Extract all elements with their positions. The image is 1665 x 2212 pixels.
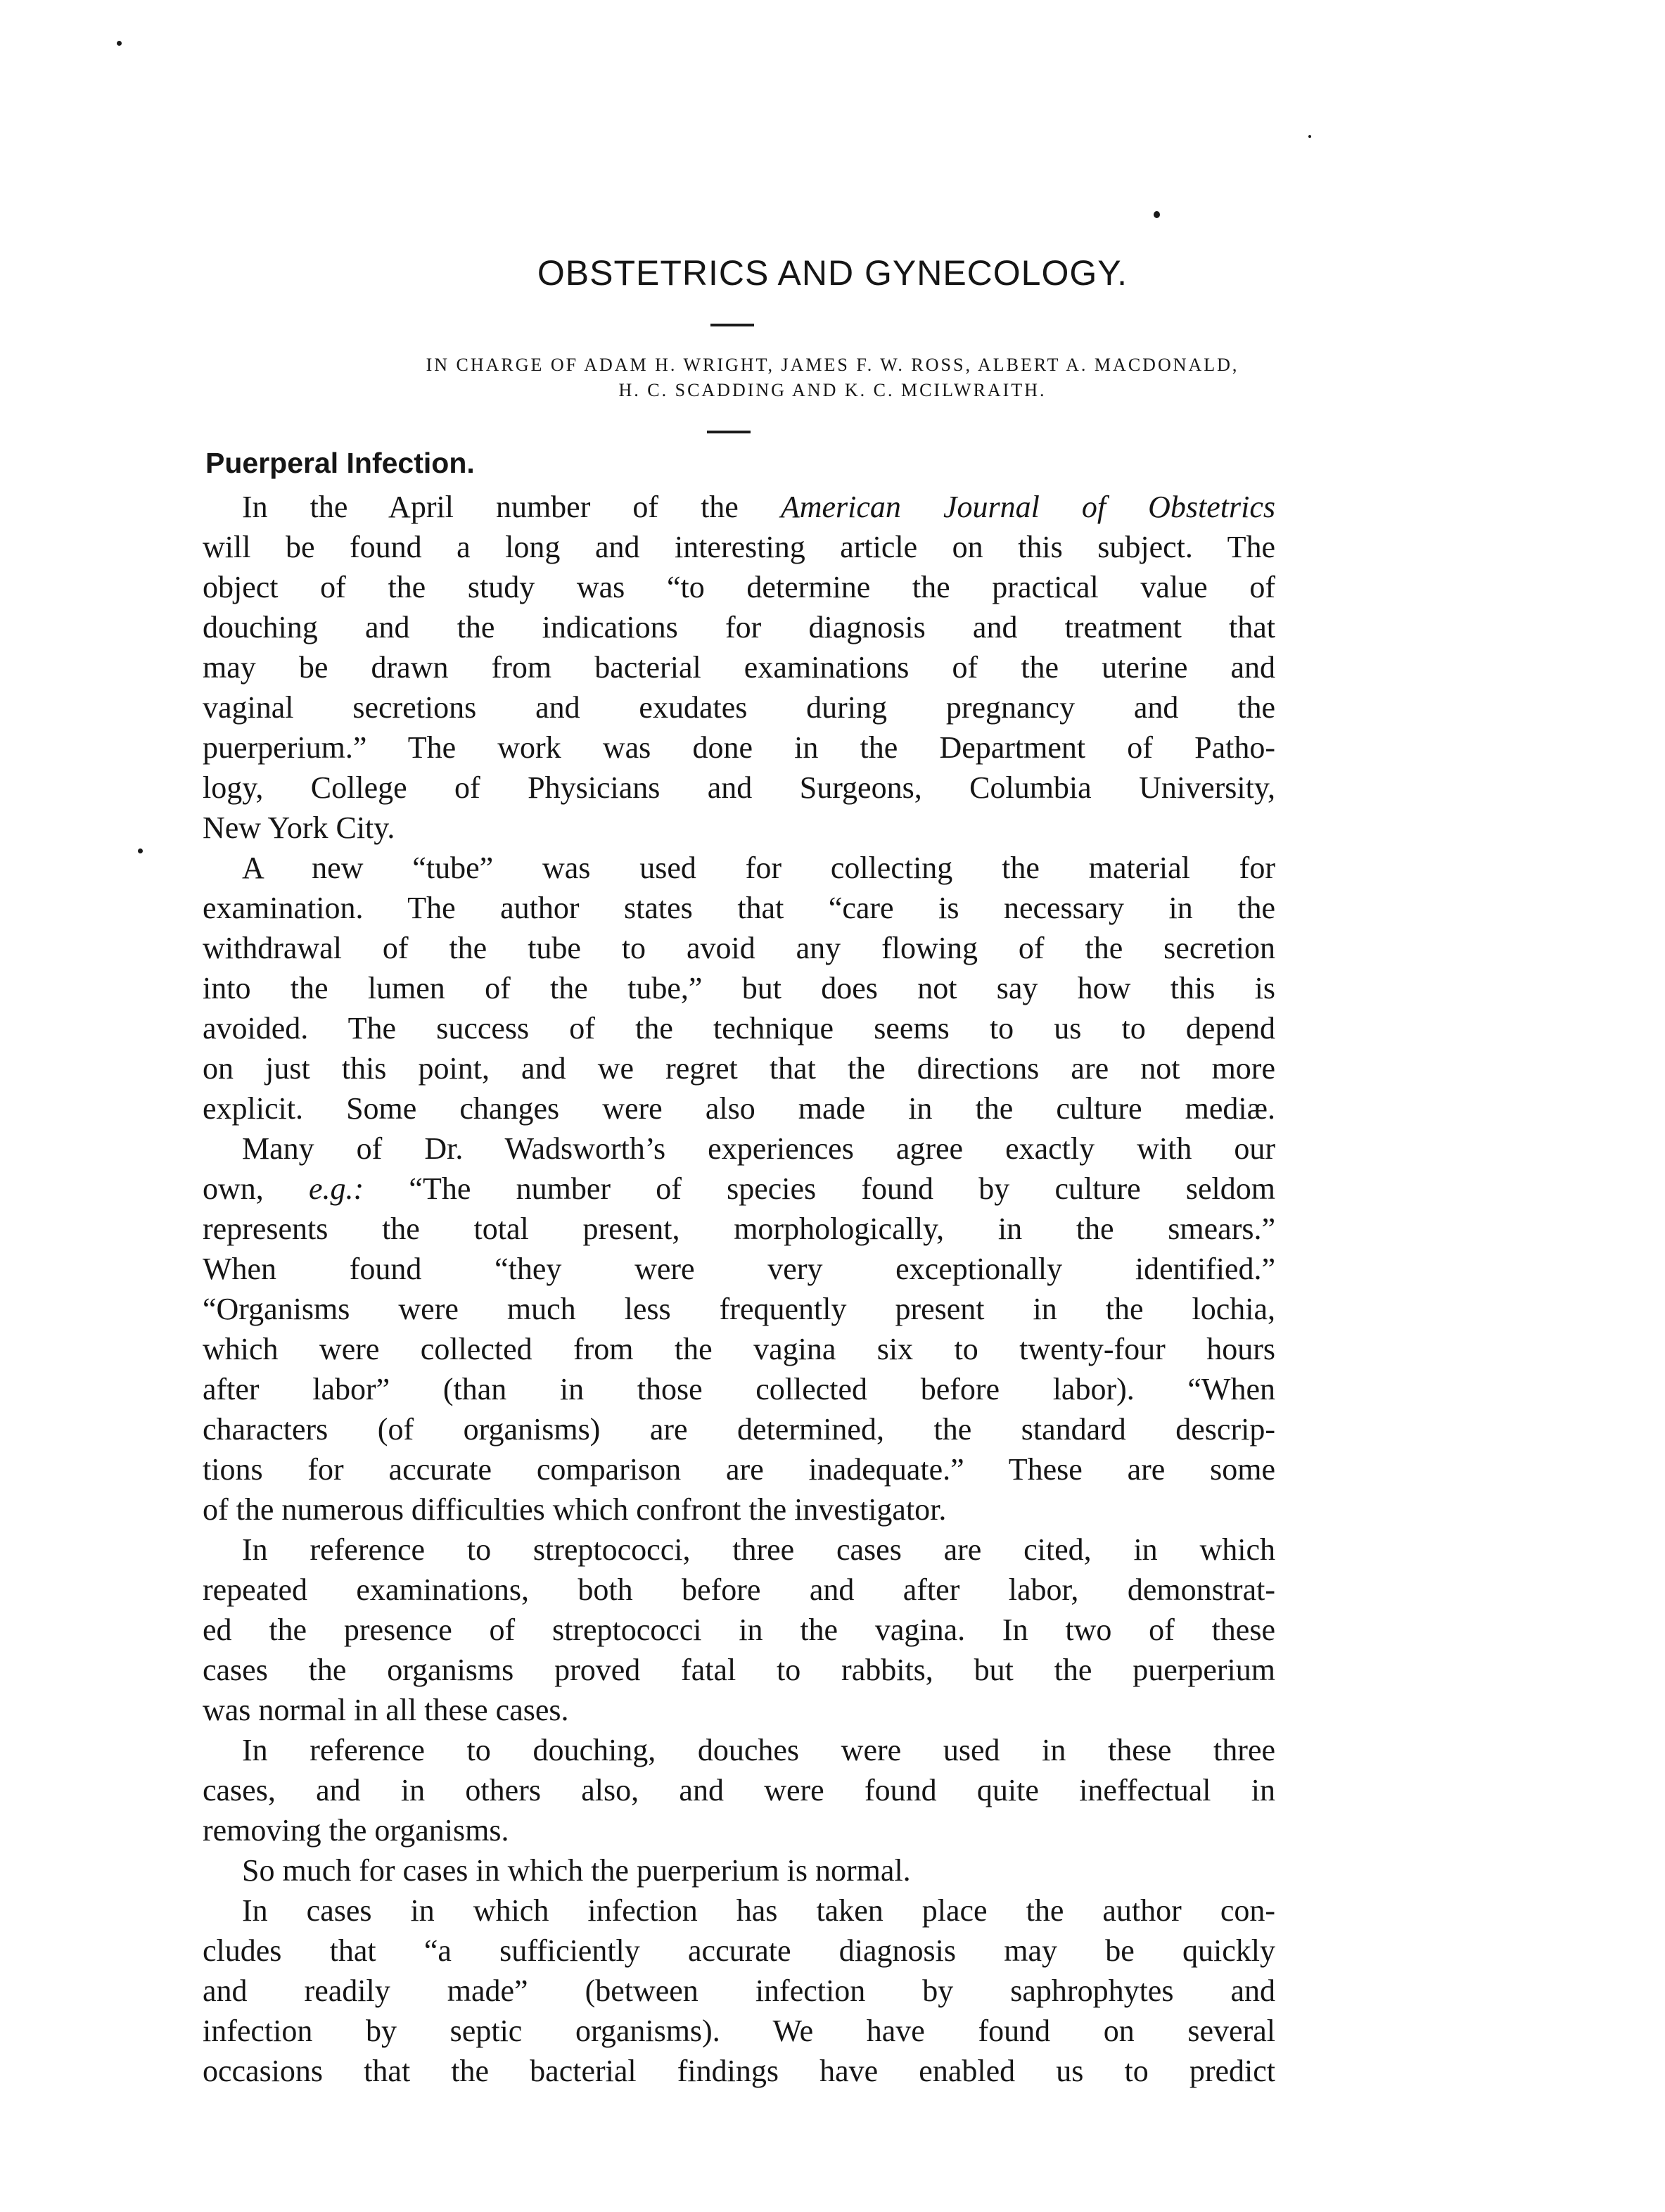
text-line: vaginal secretions and exudates during pregnancy and the: [203, 690, 1275, 725]
text-line: avoided. The success of the technique seems to us to depend: [203, 1011, 1275, 1045]
text-line: In the April number of the American Journal of Obstetrics: [242, 490, 1275, 524]
section-heading: Puerperal Infection.: [205, 447, 475, 479]
journal-title: American Journal of Obstetrics: [780, 490, 1275, 524]
article-body: [203, 487, 1275, 2091]
text-line: infection by septic organisms). We have found on several: [203, 2014, 1275, 2048]
text-line: occasions that the bacterial findings have enabled us to predict: [203, 2054, 1275, 2088]
text-line: cludes that “a sufficiently accurate diagnosis may be quickly: [203, 1933, 1275, 1968]
text-line: removing the organisms.: [203, 1813, 509, 1848]
text-line: douching and the indications for diagnosis and treatment that: [203, 610, 1275, 644]
text-line: and readily made” (between infection by saphrophytes and: [203, 1973, 1275, 2008]
text-line: tions for accurate comparison are inadequate.” These are some: [203, 1452, 1275, 1487]
text-line: withdrawal of the tube to avoid any flowing of the secretion: [203, 931, 1275, 965]
text-line: characters (of organisms) are determined, the standard descrip-: [203, 1412, 1275, 1447]
text-line: A new “tube” was used for collecting the material for: [242, 851, 1275, 885]
abbreviation: e.g.:: [309, 1171, 364, 1206]
text-line: after labor” (than in those collected before labor). “When: [203, 1372, 1275, 1406]
text-line: Many of Dr. Wadsworth’s experiences agree exactly with our: [242, 1131, 1275, 1166]
scan-speck: [138, 848, 143, 853]
text-line: explicit. Some changes were also made in the culture mediæ.: [203, 1091, 1275, 1126]
text-line: may be drawn from bacterial examinations of the uterine and: [203, 650, 1275, 685]
byline-line: H. C. SCADDING AND K. C. MCILWRAITH.: [618, 380, 1047, 400]
text-line: examination. The author states that “care is necessary in the: [203, 891, 1275, 925]
byline-rule: [707, 431, 751, 433]
text-line: of the numerous difficulties which confront the investigator.: [203, 1492, 947, 1527]
text-line: New York City.: [203, 811, 395, 845]
byline-line: IN CHARGE OF ADAM H. WRIGHT, JAMES F. W. ROSS, ALBERT A. MACDONALD,: [426, 355, 1239, 375]
text-line: In cases in which infection has taken place the author con-: [242, 1893, 1275, 1928]
text-line: will be found a long and interesting article on this subject. The: [203, 530, 1275, 564]
text-line: represents the total present, morphologically, in the smears.”: [203, 1212, 1275, 1246]
text-line: object of the study was “to determine the practical value of: [203, 570, 1275, 604]
text-line: puerperium.” The work was done in the Department of Patho-: [203, 730, 1275, 765]
text-line: So much for cases in which the puerperium is normal.: [242, 1853, 911, 1888]
text-line: repeated examinations, both before and after labor, demonstrat-: [203, 1572, 1275, 1607]
title-rule: [710, 324, 754, 326]
text-line: cases the organisms proved fatal to rabbits, but the puerperium: [203, 1653, 1275, 1687]
text-line: on just this point, and we regret that the directions are not more: [203, 1051, 1275, 1086]
text-line: ed the presence of streptococci in the vagina. In two of these: [203, 1613, 1275, 1647]
scan-speck: [1308, 135, 1311, 138]
text-line: In reference to streptococci, three cases are cited, in which: [242, 1532, 1275, 1567]
text-line: which were collected from the vagina six to twenty-four hours: [203, 1332, 1275, 1366]
text-line: logy, College of Physicians and Surgeons, Columbia University,: [203, 770, 1275, 805]
text-line: In reference to douching, douches were used in these three: [242, 1733, 1275, 1767]
text-line: cases, and in others also, and were found quite ineffectual in: [203, 1773, 1275, 1807]
text-line: was normal in all these cases.: [203, 1693, 569, 1727]
text-line: into the lumen of the tube,” but does not say how this is: [203, 971, 1275, 1005]
scan-speck: [1154, 211, 1160, 218]
scan-speck: [117, 41, 122, 46]
text-line: “Organisms were much less frequently present in the lochia,: [203, 1292, 1275, 1326]
text-line: own, e.g.: “The number of species found by culture seldom: [203, 1171, 1276, 1206]
page-title: OBSTETRICS AND GYNECOLOGY.: [537, 253, 1128, 293]
text-line: When found “they were very exceptionally identified.”: [203, 1252, 1275, 1286]
